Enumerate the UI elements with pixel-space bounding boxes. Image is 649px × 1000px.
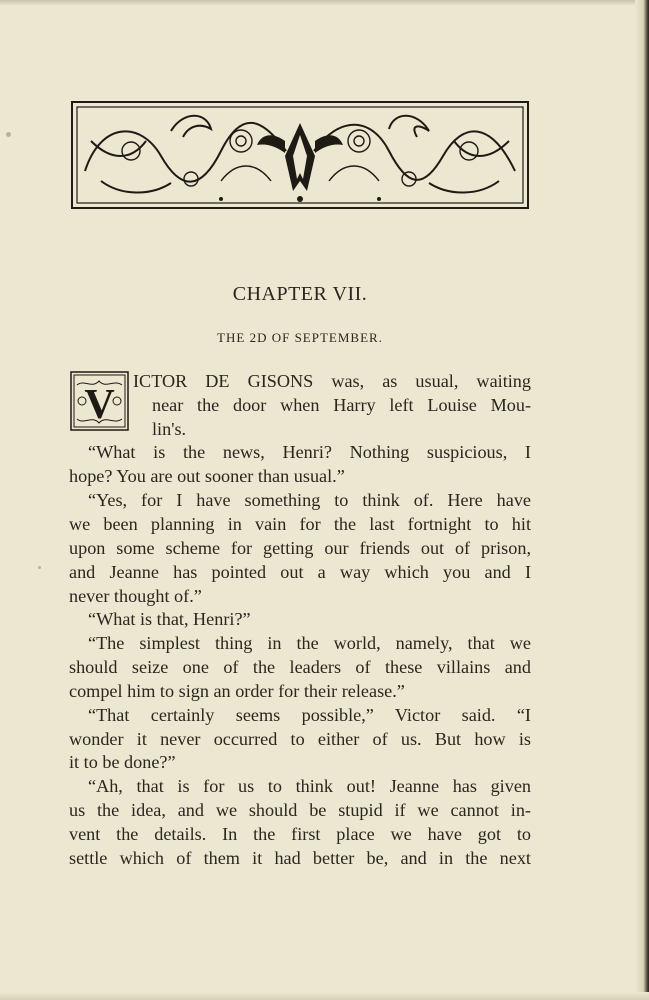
- text-line: “The simplest thing in the world, namely, that we: [88, 633, 531, 653]
- text-line: “That certainly seems possible,” Victor said. “I: [88, 705, 531, 725]
- chapter-heading: CHAPTER VII.: [232, 283, 368, 305]
- text-line: “Ah, that is for us to think out! Jeanne has given: [88, 776, 531, 796]
- drop-cap-initial: [70, 371, 129, 431]
- text-line: near the door when Harry left Louise Mou-: [152, 395, 531, 415]
- text-line: we been planning in vain for the last fortnight to hit: [69, 514, 531, 534]
- text-line: upon some scheme for getting our friends out of prison,: [69, 538, 531, 558]
- text-line: hope? You are out sooner than usual.”: [69, 466, 345, 486]
- text-line: compel him to sign an order for their release.”: [69, 681, 405, 701]
- text-line: and Jeanne has pointed out a way which you and I: [69, 562, 531, 582]
- text-line: us the idea, and we should be stupid if we cannot in-: [69, 800, 531, 820]
- paper-speck: [6, 132, 11, 137]
- text-line: it to be done?”: [69, 752, 176, 772]
- paper-speck: [38, 566, 41, 569]
- text-line: “What is that, Henri?”: [88, 609, 251, 629]
- drop-cap-letter: V: [84, 382, 115, 428]
- text-line: wonder it never occurred to either of us. But how is: [69, 729, 531, 749]
- text-line: ICTOR DE GISONS was, as usual, waiting: [133, 371, 531, 391]
- text-line: never thought of.”: [69, 586, 202, 606]
- page-spine-edge: [635, 0, 649, 1000]
- text-line: “Yes, for I have something to think of. Here have: [88, 490, 531, 510]
- page-bottom-edge: [0, 992, 649, 1000]
- page-top-edge: [0, 0, 649, 6]
- text-line: “What is the news, Henri? Nothing suspicious, I: [88, 442, 531, 462]
- text-line: settle which of them it had better be, and in the next: [69, 848, 531, 868]
- text-line: should seize one of the leaders of these villains and: [69, 657, 531, 677]
- text-line: lin's.: [152, 419, 187, 439]
- text-line: vent the details. In the first place we have got to: [69, 824, 531, 844]
- ornamental-headpiece: [71, 101, 529, 209]
- chapter-subtitle: THE 2D OF SEPTEMBER.: [217, 330, 383, 345]
